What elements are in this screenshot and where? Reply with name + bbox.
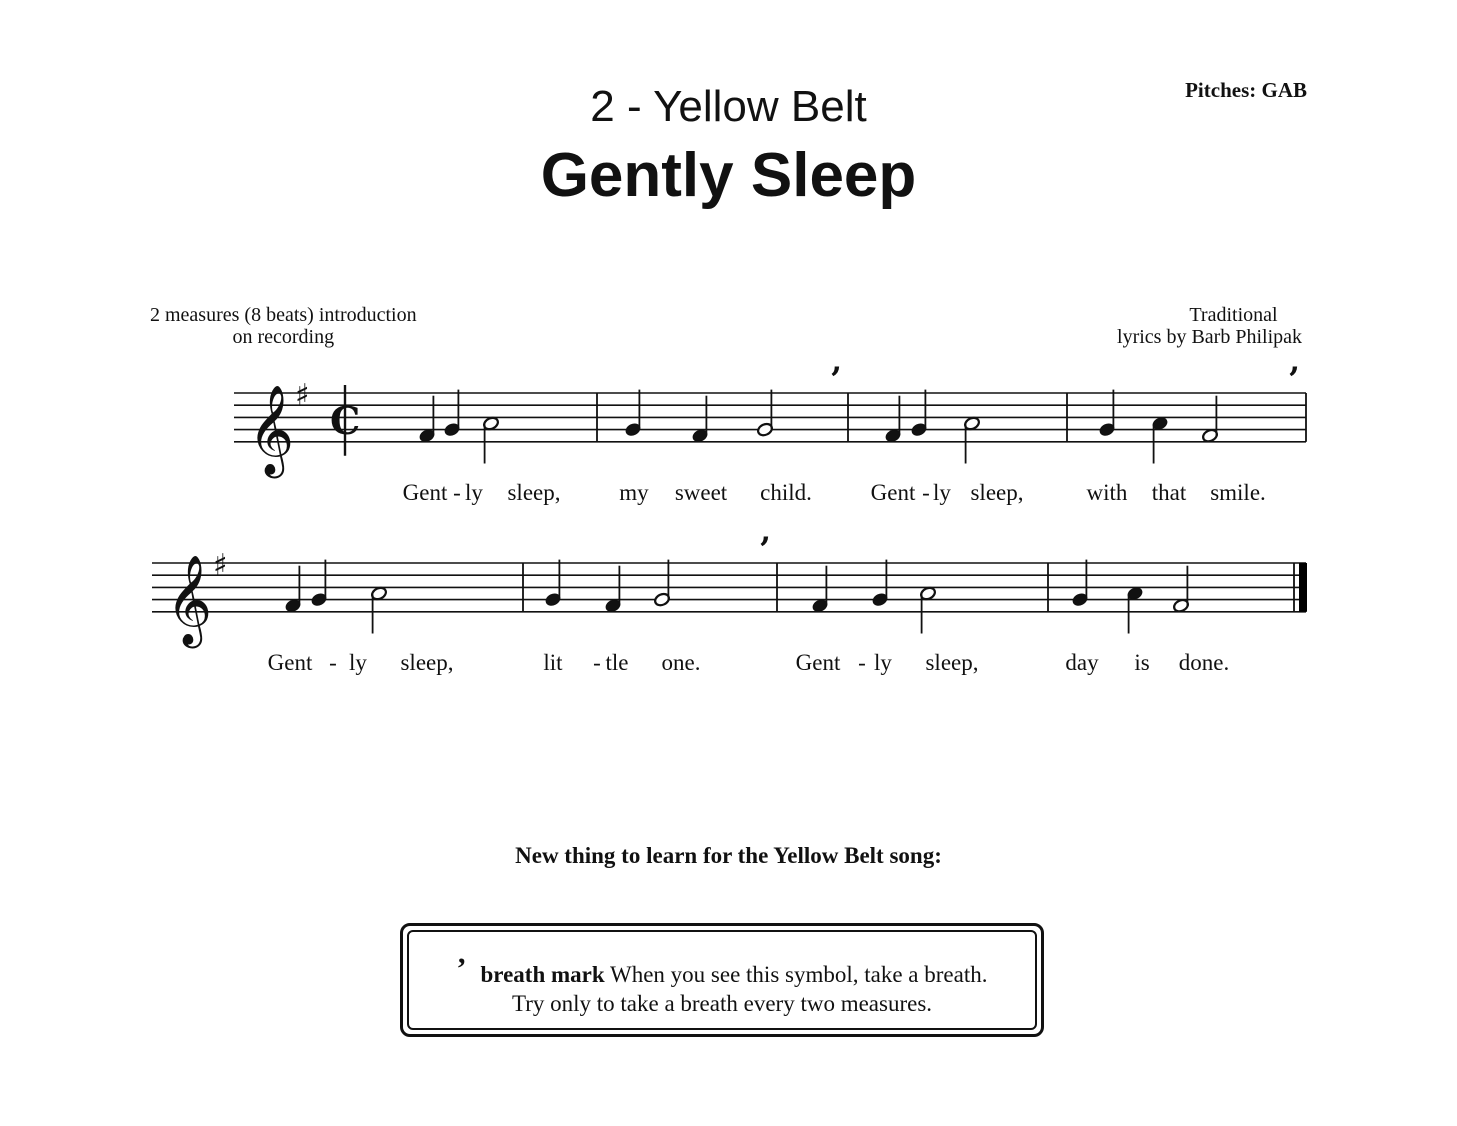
lyric-syllable: sleep, [925, 650, 979, 675]
treble-clef-icon: 𝄞 [166, 554, 213, 645]
lyric-syllable: Gent [267, 650, 313, 675]
credits [1117, 304, 1302, 348]
lyric-syllable: is [1134, 650, 1150, 675]
lyric-syllable: - [453, 480, 461, 505]
lyric-syllable: sleep, [970, 480, 1024, 505]
lyric-syllable: ly [933, 480, 951, 505]
page-subtitle: 2 - Yellow Belt [590, 82, 867, 131]
lyric-syllable: ly [465, 480, 483, 505]
key-signature-sharp-icon: ♯ [213, 548, 228, 583]
final-bar-thick [1299, 563, 1307, 612]
info-box-inner [407, 930, 1037, 1030]
key-signature-sharp-icon: ♯ [295, 378, 310, 413]
lyric-syllable: lit [543, 650, 563, 675]
lyric-syllable: - [593, 650, 601, 675]
info-line-1 [409, 952, 1035, 989]
breath-mark-term: breath mark [480, 962, 605, 987]
breath-mark-icon: ’ [830, 360, 842, 400]
breath-mark-icon: ’ [1288, 360, 1300, 400]
lyric-syllable: tle [605, 650, 629, 675]
lyric-syllable: that [1151, 480, 1187, 505]
lyric-syllable: ly [874, 650, 892, 675]
lyric-syllable: done. [1178, 650, 1230, 675]
lyric-syllable: with [1086, 480, 1128, 505]
credit-traditional: Traditional [1189, 304, 1278, 326]
lyric-syllable: child. [760, 480, 812, 505]
pitches-label: Pitches: GAB [1185, 78, 1307, 102]
lyric-syllable: sweet [674, 480, 728, 505]
intro-line-2: on recording [232, 326, 335, 348]
lyric-syllable: my [619, 480, 649, 505]
lyric-syllable: sleep, [507, 480, 561, 505]
common-time-signature: C [330, 397, 361, 443]
lyric-syllable: ly [349, 650, 367, 675]
treble-clef-icon: 𝄞 [248, 384, 295, 475]
lyric-syllable: one. [661, 650, 701, 675]
lyric-syllable: - [922, 480, 930, 505]
lyric-syllable: day [1065, 650, 1099, 675]
lyric-syllable: sleep, [400, 650, 454, 675]
song-title: Gently Sleep [540, 141, 917, 210]
intro-note [150, 304, 417, 348]
breath-mark-icon: ’ [456, 952, 467, 985]
credit-lyricist: lyrics by Barb Philipak [1117, 326, 1302, 348]
lyric-syllable: smile. [1210, 480, 1266, 505]
lyric-syllable: Gent [402, 480, 448, 505]
lyric-syllable: Gent [795, 650, 841, 675]
breath-mark-info-box [400, 923, 1044, 1037]
info-line-2: Try only to take a breath every two measures. [511, 991, 933, 1016]
lyric-syllable: - [329, 650, 337, 675]
lyric-syllable: - [858, 650, 866, 675]
breath-mark-icon: ’ [759, 530, 771, 570]
lyric-syllable: Gent [870, 480, 916, 505]
learn-heading: New thing to learn for the Yellow Belt song: [515, 843, 942, 868]
breath-mark-definition: When you see this symbol, take a breath. [610, 962, 988, 987]
intro-line-1: 2 measures (8 beats) introduction [150, 304, 417, 326]
music-score [0, 360, 1457, 700]
